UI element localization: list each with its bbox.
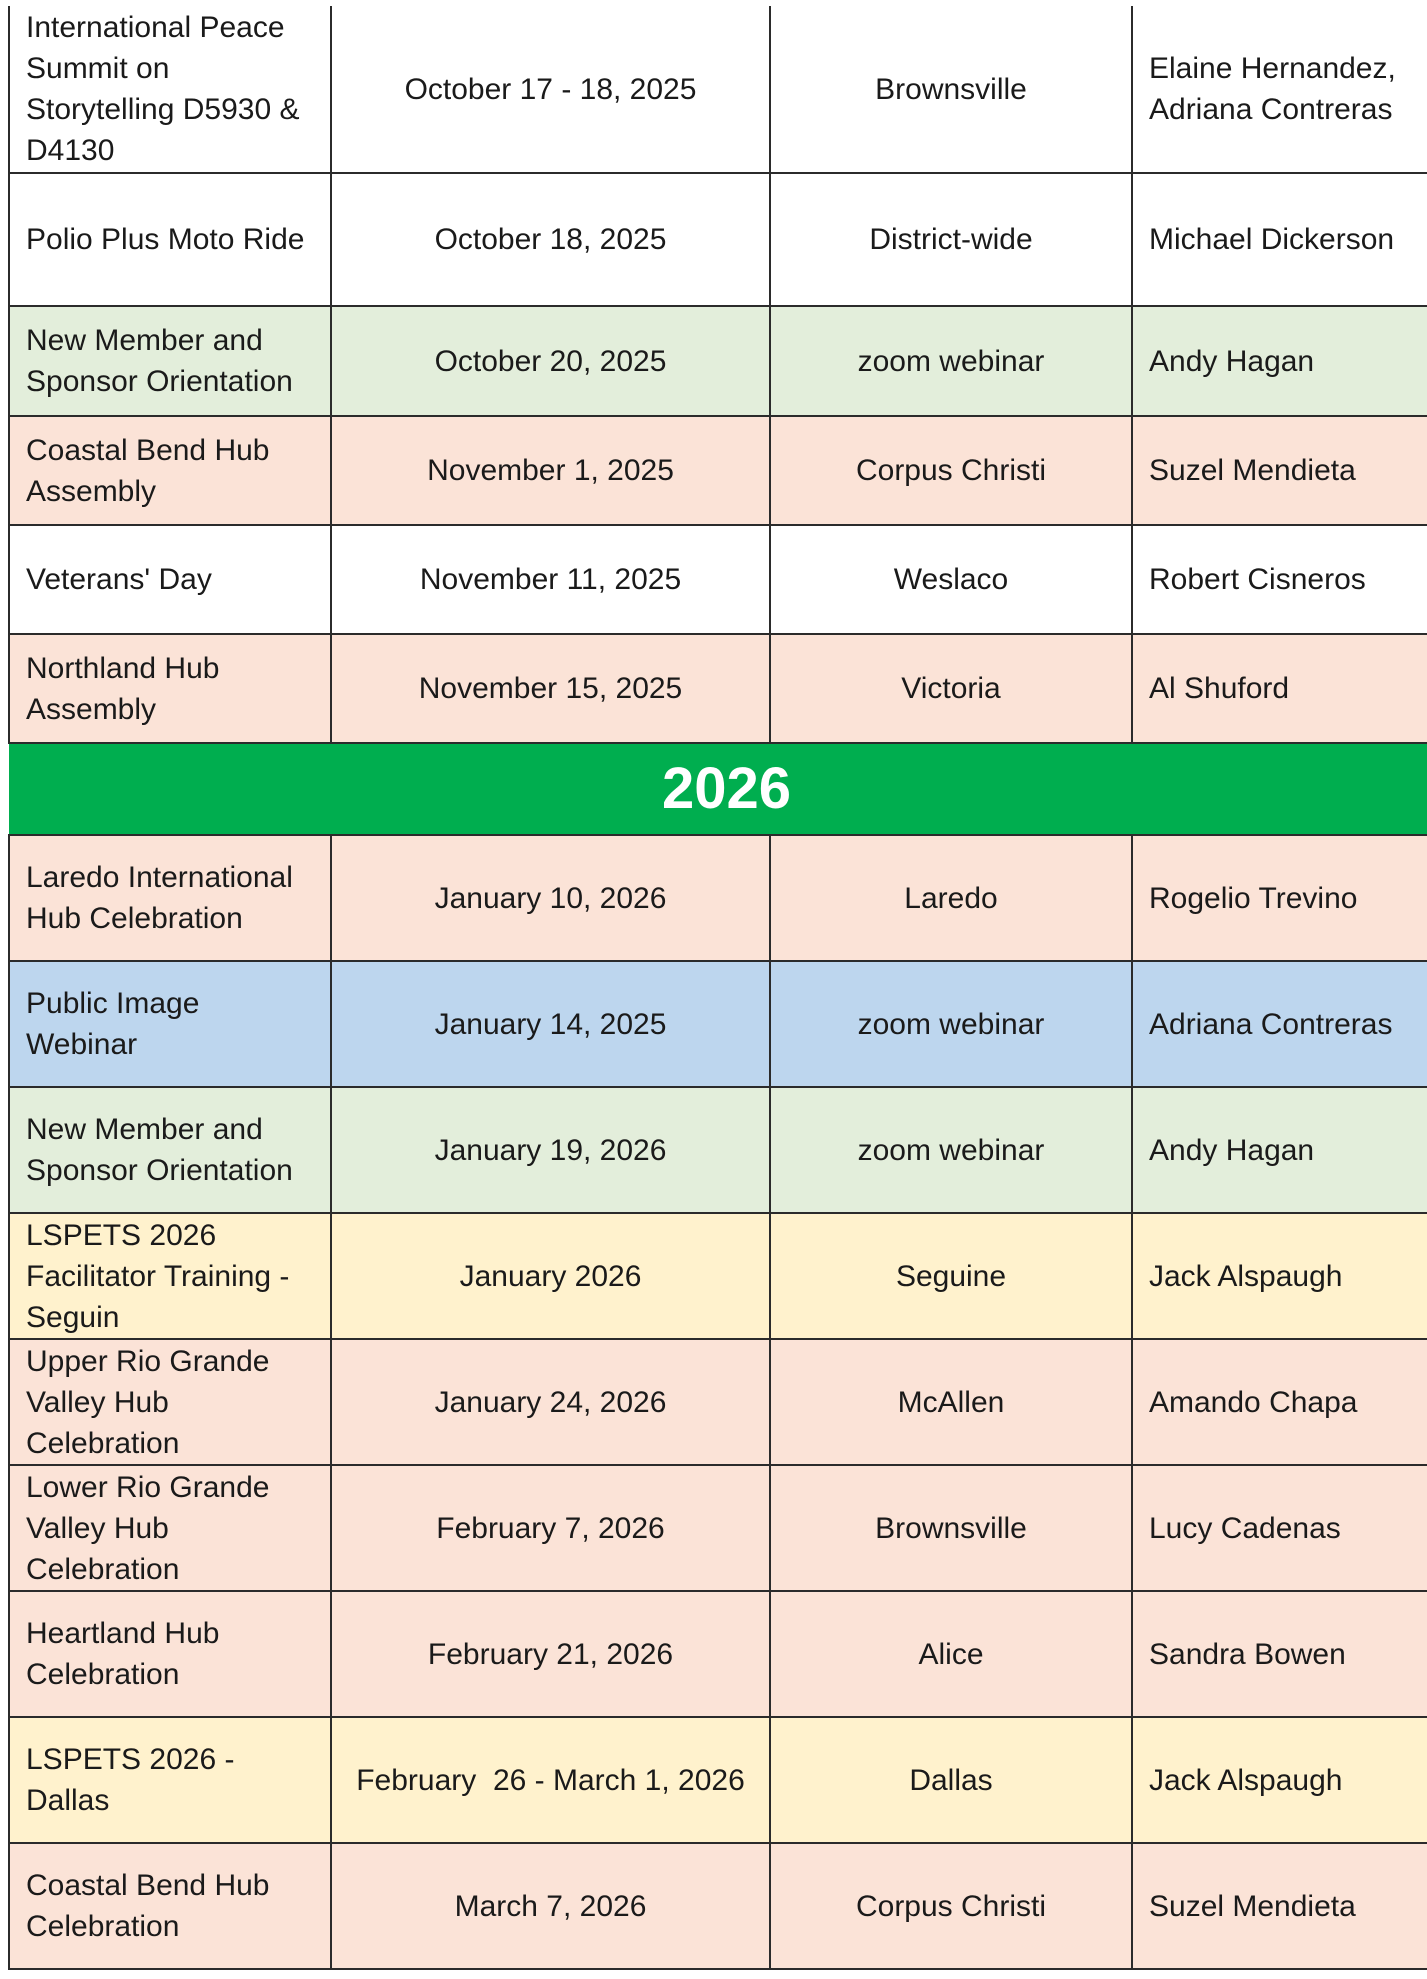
event-contact: Sandra Bowen bbox=[1132, 1591, 1427, 1717]
event-location: zoom webinar bbox=[770, 1087, 1132, 1213]
event-contact: Adriana Contreras bbox=[1132, 961, 1427, 1087]
table-row bbox=[9, 1213, 1427, 1339]
event-contact: Suzel Mendieta bbox=[1132, 416, 1427, 525]
event-date: January 19, 2026 bbox=[331, 1087, 770, 1213]
event-location: Corpus Christi bbox=[770, 416, 1132, 525]
event-location: Alice bbox=[770, 1591, 1132, 1717]
event-name: New Member and Sponsor Orientation bbox=[9, 306, 331, 416]
event-date: February 26 - March 1, 2026 bbox=[331, 1717, 770, 1843]
event-name: Polio Plus Moto Ride bbox=[9, 173, 331, 306]
table-row bbox=[9, 1087, 1427, 1213]
event-contact: Al Shuford bbox=[1132, 634, 1427, 743]
table-row bbox=[9, 306, 1427, 416]
table-row bbox=[9, 1339, 1427, 1465]
event-name: Lower Rio Grande Valley Hub Celebration bbox=[9, 1465, 331, 1591]
table-row bbox=[9, 1717, 1427, 1843]
table-row bbox=[9, 173, 1427, 306]
event-contact: Andy Hagan bbox=[1132, 306, 1427, 416]
table-row bbox=[9, 1465, 1427, 1591]
event-date: January 2026 bbox=[331, 1213, 770, 1339]
event-location: Laredo bbox=[770, 835, 1132, 961]
event-location: zoom webinar bbox=[770, 306, 1132, 416]
table-row bbox=[9, 6, 1427, 173]
event-date: October 17 - 18, 2025 bbox=[331, 6, 770, 173]
event-date: November 11, 2025 bbox=[331, 525, 770, 634]
event-contact: Andy Hagan bbox=[1132, 1087, 1427, 1213]
event-contact: Rogelio Trevino bbox=[1132, 835, 1427, 961]
event-contact: Amando Chapa bbox=[1132, 1339, 1427, 1465]
event-contact: Elaine Hernandez, Adriana Contreras bbox=[1132, 6, 1427, 173]
table-row bbox=[9, 634, 1427, 743]
event-date: October 18, 2025 bbox=[331, 173, 770, 306]
event-name: Coastal Bend Hub Assembly bbox=[9, 416, 331, 525]
table-row bbox=[9, 1591, 1427, 1717]
event-location: McAllen bbox=[770, 1339, 1132, 1465]
event-location: Victoria bbox=[770, 634, 1132, 743]
event-date: January 24, 2026 bbox=[331, 1339, 770, 1465]
event-location: zoom webinar bbox=[770, 961, 1132, 1087]
event-name: LSPETS 2026 Facilitator Training - Seguin bbox=[9, 1213, 331, 1339]
event-name: New Member and Sponsor Orientation bbox=[9, 1087, 331, 1213]
event-name: Upper Rio Grande Valley Hub Celebration bbox=[9, 1339, 331, 1465]
event-contact: Robert Cisneros bbox=[1132, 525, 1427, 634]
event-location: Brownsville bbox=[770, 6, 1132, 173]
event-location: Brownsville bbox=[770, 1465, 1132, 1591]
event-location: Seguine bbox=[770, 1213, 1132, 1339]
event-date: November 1, 2025 bbox=[331, 416, 770, 525]
event-date: November 15, 2025 bbox=[331, 634, 770, 743]
event-contact: Suzel Mendieta bbox=[1132, 1843, 1427, 1969]
event-contact: Lucy Cadenas bbox=[1132, 1465, 1427, 1591]
table-row bbox=[9, 1843, 1427, 1969]
event-location: Corpus Christi bbox=[770, 1843, 1132, 1969]
event-name: International Peace Summit on Storytelling D5930 & D4130 bbox=[9, 6, 331, 173]
event-contact: Michael Dickerson bbox=[1132, 173, 1427, 306]
year-banner: 2026 bbox=[9, 743, 1427, 835]
event-name: Coastal Bend Hub Celebration bbox=[9, 1843, 331, 1969]
events-table bbox=[8, 6, 1427, 1970]
event-name: Public Image Webinar bbox=[9, 961, 331, 1087]
table-row bbox=[9, 416, 1427, 525]
event-date: January 14, 2025 bbox=[331, 961, 770, 1087]
event-location: Weslaco bbox=[770, 525, 1132, 634]
event-date: March 7, 2026 bbox=[331, 1843, 770, 1969]
event-date: October 20, 2025 bbox=[331, 306, 770, 416]
event-date: February 7, 2026 bbox=[331, 1465, 770, 1591]
event-contact: Jack Alspaugh bbox=[1132, 1717, 1427, 1843]
table-row bbox=[9, 961, 1427, 1087]
event-location: Dallas bbox=[770, 1717, 1132, 1843]
table-row bbox=[9, 525, 1427, 634]
event-name: LSPETS 2026 - Dallas bbox=[9, 1717, 331, 1843]
event-location: District-wide bbox=[770, 173, 1132, 306]
event-date: February 21, 2026 bbox=[331, 1591, 770, 1717]
event-contact: Jack Alspaugh bbox=[1132, 1213, 1427, 1339]
event-date: January 10, 2026 bbox=[331, 835, 770, 961]
event-name: Northland Hub Assembly bbox=[9, 634, 331, 743]
event-name: Heartland Hub Celebration bbox=[9, 1591, 331, 1717]
event-name: Veterans' Day bbox=[9, 525, 331, 634]
year-banner-row bbox=[9, 743, 1427, 835]
event-name: Laredo International Hub Celebration bbox=[9, 835, 331, 961]
table-row bbox=[9, 835, 1427, 961]
